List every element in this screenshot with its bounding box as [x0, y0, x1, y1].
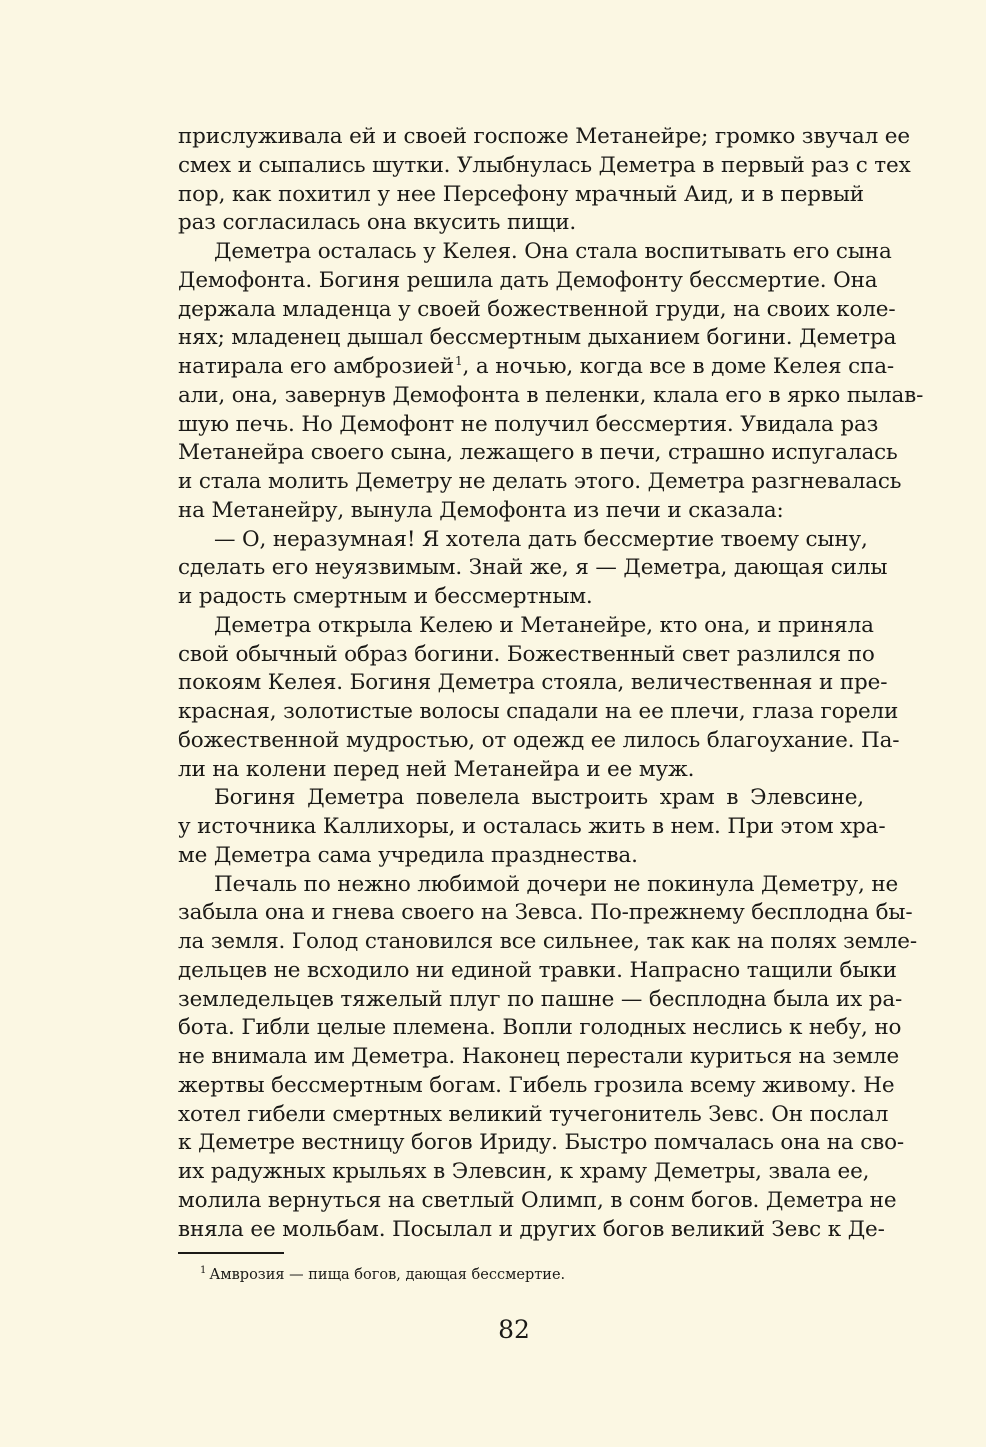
text-line: Деметра открыла Келею и Метанейре, кто она, и приняла	[214, 612, 874, 638]
text-line: — О, неразумная! Я хотела дать бессмертие твоему сыну,	[214, 526, 868, 552]
footnote-text: Амврозия — пища богов, дающая бессмертие.	[209, 1267, 566, 1283]
text-line: и стала молить Деметру не делать этого. Деметра разгневалась	[178, 469, 902, 494]
text-line: забыла она и гнева своего на Зевса. По-прежнему бесплодна бы-	[178, 900, 913, 926]
text-line: пор, как похитил у нее Персефону мрачный Аид, и в первый	[178, 181, 864, 207]
text-line: держала младенца у своей божественной груди, на своих коле-	[178, 296, 896, 322]
text-line: ла земля. Голод становился все сильнее, так как на полях земле-	[178, 929, 917, 954]
text-line: вняла ее мольбам. Посылал и других богов великий Зевс к Де-	[178, 1216, 885, 1242]
footnote-divider	[178, 1252, 284, 1254]
text-line: прислуживала ей и своей госпоже Метанейре; громко звучал ее	[178, 124, 910, 149]
text-line: и радость смертным и бессмертным.	[178, 584, 593, 609]
text-line: покоям Келея. Богиня Деметра стояла, величественная и пре-	[178, 670, 888, 696]
text-line: бота. Гибли целые племена. Вопли голодных неслись к небу, но	[178, 1015, 902, 1041]
text-line: хотел гибели смертных великий тучегонитель Зевс. Он послал	[178, 1101, 889, 1127]
text-line: земледельцев тяжелый плуг по пашне — бесплодна была их ра-	[178, 986, 903, 1012]
text-line: ли на колени перед ней Метанейра и ее муж.	[178, 756, 695, 782]
text-line: раз согласилась она вкусить пищи.	[178, 210, 577, 236]
text-line: ме Деметра сама учредила празднества.	[178, 842, 638, 868]
text-line: нях; младенец дышал бессмертным дыханием богини. Деметра	[178, 325, 897, 351]
text-line: к Деметре вестницу богов Ириду. Быстро помчалась она на сво-	[178, 1130, 905, 1156]
text-line: Богиня Деметра повелела выстроить храм в Элевсине,	[214, 785, 864, 811]
text-line: Метанейра своего сына, лежащего в печи, страшно испугалась	[178, 440, 898, 466]
text-segment: , а ночью, когда все в доме Келея спа-	[462, 354, 894, 379]
text-line: жертвы бессмертным богам. Гибель грозила всему живому. Не	[178, 1072, 895, 1098]
text-line: молила вернуться на светлый Олимп, в сонм богов. Деметра не	[178, 1187, 897, 1213]
text-line: али, она, завернув Демофонта в пеленки, клала его в ярко пылав-	[178, 382, 924, 408]
text-line: смех и сыпались шутки. Улыбнулась Деметра в первый раз с тех	[178, 152, 911, 178]
footnote-marker[interactable]: 1	[455, 353, 463, 368]
page-number: 82	[498, 1315, 530, 1344]
text-line: сделать его неуязвимым. Знай же, я — Деметра, дающая силы	[178, 555, 888, 581]
text-segment: натирала его амброзией	[178, 354, 455, 379]
footnote	[200, 1265, 565, 1285]
text-line: красная, золотистые волосы спадали на ее плечи, глаза горели	[178, 699, 899, 724]
text-line: Демофонта. Богиня решила дать Демофонту бессмертие. Она	[178, 267, 878, 293]
text-line: у источника Каллихоры, и осталась жить в нем. При этом хра-	[178, 814, 886, 839]
main-text	[178, 123, 924, 1244]
text-line: свой обычный образ богини. Божественный свет разлился по	[178, 641, 875, 667]
text-line: их радужных крыльях в Элевсин, к храму Деметры, звала ее,	[178, 1159, 870, 1184]
footnote-number: 1	[200, 1265, 207, 1277]
text-line: дельцев не всходило ни единой травки. Напрасно тащили быки	[178, 957, 897, 983]
text-line: Печаль по нежно любимой дочери не покинула Деметру, не	[214, 871, 899, 897]
text-line: на Метанейру, вынула Демофонта из печи и сказала:	[178, 497, 784, 523]
text-line: божественной мудростью, от одежд ее лилось благоухание. Па-	[178, 727, 900, 753]
text-line: не внимала им Деметра. Наконец перестали куриться на земле	[178, 1044, 900, 1069]
text-line: шую печь. Но Демофонт не получил бессмертия. Увидала раз	[178, 411, 879, 437]
text-line-with-footnote	[178, 353, 894, 382]
text-line: Деметра осталась у Келея. Она стала воспитывать его сына	[214, 239, 892, 264]
